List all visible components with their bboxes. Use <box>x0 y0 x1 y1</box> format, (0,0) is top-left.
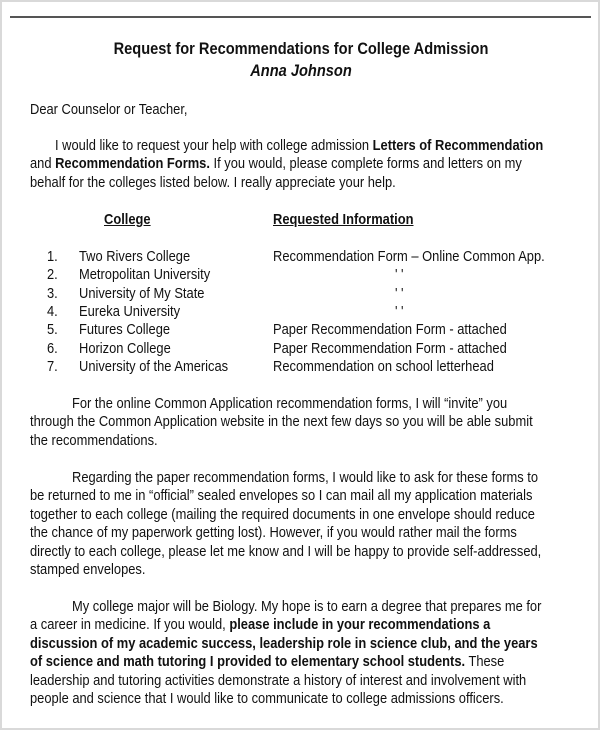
top-rule <box>10 16 591 18</box>
requested-info: Paper Recommendation Form - attached <box>273 339 507 357</box>
text: My college major will be Biology. My hope is to earn a degree that prepares me for <box>72 598 542 615</box>
paragraph-line <box>30 653 504 671</box>
row-number: 1. <box>47 248 58 265</box>
text: people and science that I would like to communicate to college admissions officers. <box>30 690 504 707</box>
text: These <box>465 653 505 671</box>
row-number: 6. <box>47 339 58 357</box>
college-name: Eureka University <box>79 302 181 320</box>
row-number: 7. <box>47 357 58 375</box>
paragraph-line <box>30 413 533 431</box>
paragraph-line <box>30 672 526 690</box>
paragraph-line <box>30 487 532 505</box>
paragraph-line <box>72 469 538 487</box>
requested-info: ' ' <box>395 284 404 302</box>
paragraph-line <box>72 598 541 616</box>
paragraph-line <box>30 561 145 579</box>
text: through the Common Application website in the next few days so you will be able submit <box>30 413 533 431</box>
paragraph-line <box>30 155 522 173</box>
paragraph-line <box>30 524 517 542</box>
bold-text: Recommendation Forms. <box>55 155 210 173</box>
text: the chance of my paperwork getting lost). However, if you would rather mail the forms <box>30 524 517 542</box>
text: If you would, please complete forms and letters on my <box>209 155 522 173</box>
text: Regarding the paper recommendation forms, I would like to ask for these forms to <box>72 469 539 486</box>
bold-text: please include in your recommendations a <box>229 616 491 634</box>
requested-info: ' ' <box>395 266 404 284</box>
paragraph-line <box>30 506 535 524</box>
paragraph-line <box>30 635 538 653</box>
requested-info-column-header: Requested Information <box>273 211 414 228</box>
text: a career in medicine. If you would, <box>30 616 230 634</box>
requested-info: Recommendation Form – Online Common App. <box>273 248 545 265</box>
paragraph-line <box>30 174 396 192</box>
text: leadership and tutoring activities demonstrate a history of interest and involvement with <box>30 671 527 689</box>
text: and <box>30 155 56 173</box>
paragraph-line <box>30 616 490 634</box>
paragraph-line <box>30 690 504 708</box>
document-title: Request for Recommendations for College Admission <box>113 39 489 58</box>
requested-info: Paper Recommendation Form - attached <box>273 321 507 339</box>
college-name: Two Rivers College <box>79 248 191 265</box>
row-number: 4. <box>47 302 58 320</box>
text: together to each college (mailing the required documents in one envelope should reduce <box>30 505 535 523</box>
row-number: 2. <box>47 266 58 284</box>
paragraph-line <box>72 395 507 413</box>
college-name: University of the Americas <box>79 357 229 375</box>
bold-text: discussion of my academic success, leadership role in science club, and the years <box>30 634 538 652</box>
row-number: 5. <box>47 321 58 339</box>
paragraph-line <box>30 432 158 450</box>
college-name: Horizon College <box>79 339 171 357</box>
college-name: Metropolitan University <box>79 266 211 284</box>
college-name: Futures College <box>79 321 171 339</box>
text: directly to each college, please let me know and I will be happy to provide self-addressed, <box>30 542 542 560</box>
text: behalf for the colleges listed below. I really appreciate your help. <box>30 173 396 191</box>
bold-text: Letters of Recommendation <box>372 137 544 154</box>
text: be returned to me in “official” sealed envelopes so I can mail all my application materials <box>30 487 533 505</box>
salutation: Dear Counselor or Teacher, <box>30 101 188 118</box>
requested-info: Recommendation on school letterhead <box>273 357 494 375</box>
text: the recommendations. <box>30 431 158 449</box>
college-name: University of My State <box>79 284 205 302</box>
paragraph-line <box>30 543 541 561</box>
bold-text: of science and math tutoring I provided to elementary school students. <box>30 653 466 671</box>
author-name: Anna Johnson <box>250 61 352 80</box>
paragraph-line <box>55 137 543 155</box>
text: For the online Common Application recommendation forms, I will “invite” you <box>72 395 508 412</box>
row-number: 3. <box>47 284 58 302</box>
text: I would like to request your help with college admission <box>55 137 373 154</box>
text: stamped envelopes. <box>30 561 146 578</box>
college-column-header: College <box>104 211 151 228</box>
requested-info: ' ' <box>395 302 404 320</box>
